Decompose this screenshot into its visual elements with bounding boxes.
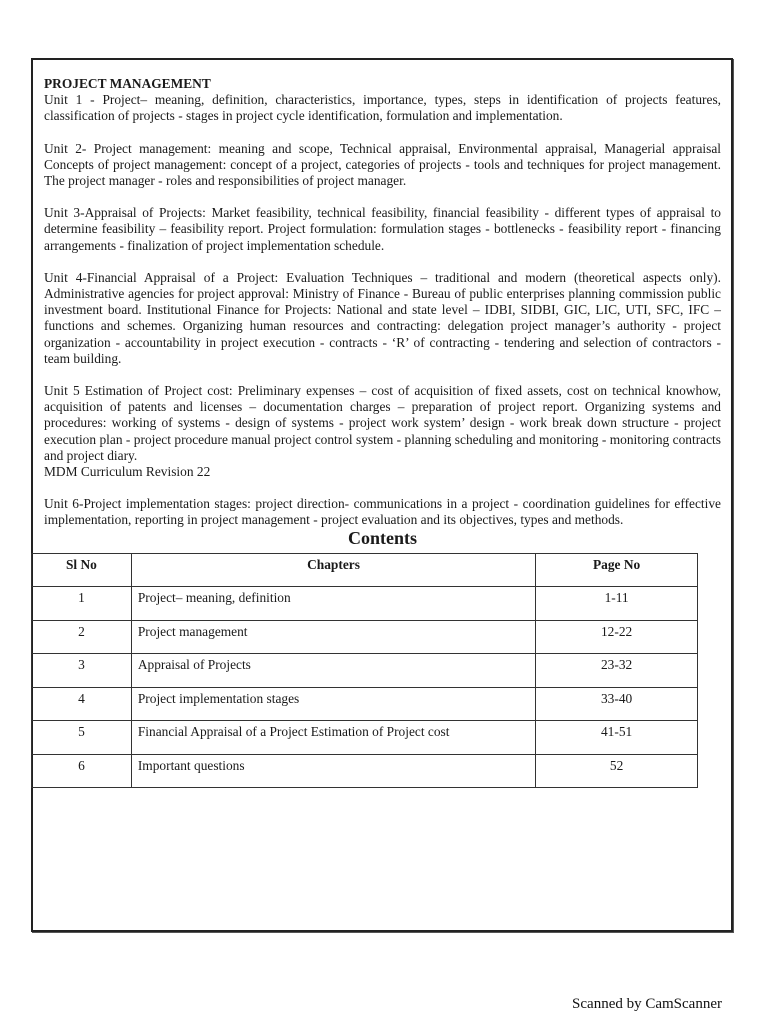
unit-6-text: Unit 6-Project implementation stages: project direction- communications in a project - coordination guidelines for effective implementation, reporting in project management - project evaluation and its objectives, types and methods. [44,496,721,528]
unit-4-text: Unit 4-Financial Appraisal of a Project: Evaluation Techniques – traditional and modern (theoretical aspects only). Administrative agencies for project approval: Ministry of Finance - Bureau of public enterprises planning commission public investment board. Institutional Finance for Projects: National and state level – IDBI, SIDBI, GIC, LIC, UTI, SFC, IFC – functions and schemes. Organizing human resources and contracting: delegation project manager’s authority - project organization - accountability in project execution - contracts - ‘R’ of contracting - tendering and selection of contractors - team building. [44,269,721,366]
table-row [32,620,698,654]
sl-no-cell: 4 [32,687,132,721]
document-body [44,76,721,788]
column-header-page-no: Page No [536,553,698,587]
document-title: PROJECT MANAGEMENT [44,76,211,91]
scanner-watermark: Scanned by CamScanner [572,996,722,1012]
sl-no-cell: 1 [32,587,132,621]
sl-no-cell: 5 [32,721,132,755]
column-header-sl-no: Sl No [32,553,132,587]
contents-table [31,553,698,789]
table-row [32,687,698,721]
unit-5-text: Unit 5 Estimation of Project cost: Preliminary expenses – cost of acquisition of fixed assets, cost on technical knowhow, acquisition of patents and licenses – documentation charges – preparation of project report. Organizing systems and procedures: working of systems - design of systems - project work system’ design - work break down structure - project execution plan - project procedure manual project control system - planning scheduling and monitoring - monitoring contracts and project diary. [44,383,721,463]
page-no-cell: 41-51 [536,721,698,755]
page-no-cell: 12-22 [536,620,698,654]
contents-heading: Contents [347,527,417,548]
page-no-cell: 52 [536,754,698,788]
chapter-cell: Important questions [131,754,535,788]
chapter-cell: Financial Appraisal of a Project Estimation of Project cost [131,721,535,755]
unit-3-text: Unit 3-Appraisal of Projects: Market feasibility, technical feasibility, financial feasibility - different types of appraisal to determine feasibility – feasibility report. Project formulation: formulation stages - bottlenecks - feasibility report - financing arrangements - finalization of project implementation schedule. [44,205,721,253]
page-no-cell: 1-11 [536,587,698,621]
table-row [32,754,698,788]
sl-no-cell: 6 [32,754,132,788]
table-row [32,587,698,621]
page-no-cell: 23-32 [536,654,698,688]
sl-no-cell: 2 [32,620,132,654]
table-row [32,721,698,755]
chapter-cell: Project management [131,620,535,654]
contents-header-row [32,553,698,587]
sl-no-cell: 3 [32,654,132,688]
page-no-cell: 33-40 [536,687,698,721]
unit-1-text: Unit 1 - Project– meaning, definition, characteristics, importance, types, steps in identification of projects features, classification of projects - stages in project cycle identification, formulation and implementation. [44,92,721,124]
chapter-cell: Project– meaning, definition [131,587,535,621]
table-row [32,654,698,688]
unit-2-text: Unit 2- Project management: meaning and scope, Technical appraisal, Environmental appraisal, Managerial appraisal Concepts of project management: concept of a project, categories of projects - tools and techniques for project management. The project manager - roles and responsibilities of project manager. [44,140,721,189]
chapter-cell: Appraisal of Projects [131,654,535,688]
chapter-cell: Project implementation stages [131,687,535,721]
revision-note: MDM Curriculum Revision 22 [44,464,211,480]
column-header-chapters: Chapters [131,553,535,587]
